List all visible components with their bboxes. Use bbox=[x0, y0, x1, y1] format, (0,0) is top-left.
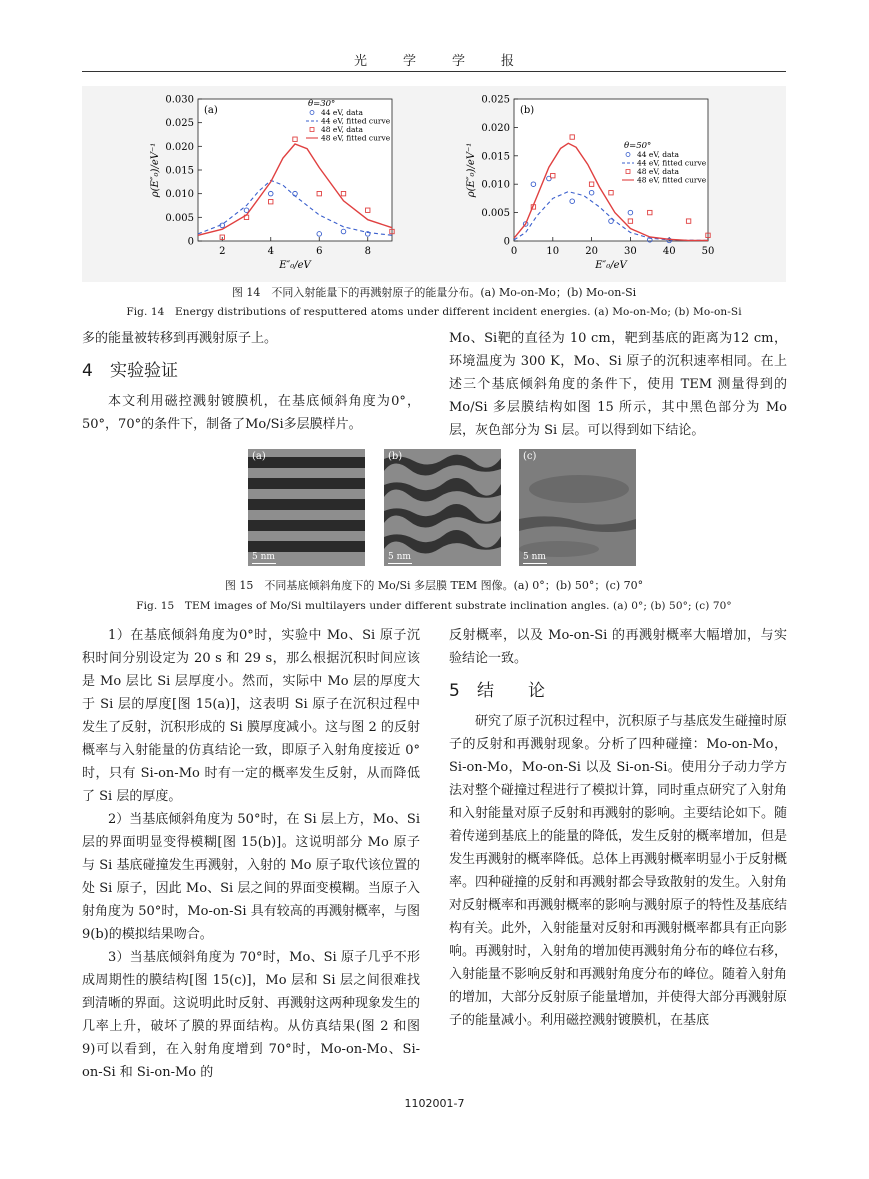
x-tick-label: 20 bbox=[585, 246, 598, 257]
fig14-caption-cn: 图 14 不同入射能量下的再溅射原子的能量分布。(a) Mo-on-Mo；(b) Mo-on-Si bbox=[231, 286, 637, 299]
paragraph: 研究了原子沉积过程中，沉积原子与基底发生碰撞时原子的反射和再溅射现象。分析了四种碰撞：Mo-on-Mo，Si-on-Mo，Mo-on-Si 以及 Si-on-Si。使用分子动力学方法对整个碰撞过程进行了模拟计算，同时重点研究了入射角和入射能量对原子反射和再溅射的影响。主要结论如下。随着传递到基底上的能量的降低，发生反射的概率增加，但是发生再溅射的概率降低。总体上再溅射概率明显小于反射概率。四种碰撞的反射和再溅射都会导致散射的发生。入射角对反射概率和再溅射概率的影响与溅射原子的特性及基底结构有关。此外，入射能量对反射和再溅射概率都具有正向影响。再溅射时，入射角的增加使再溅射角分布的峰位右移，入射能量不影响反射和再溅射角度分布的峰位。随着入射角的增加，大部分反射原子能量增加，并使得大部分再溅射原子的能量减小。利用磁控溅射镀膜机，在基底 bbox=[449, 714, 788, 1028]
paragraph: 多的能量被转移到再溅射原子上。 bbox=[82, 331, 278, 346]
y-tick-label: 0.025 bbox=[165, 118, 194, 130]
page-number: 1102001-7 bbox=[404, 1097, 465, 1110]
x-tick-label: 8 bbox=[364, 246, 371, 257]
paragraph: 2）当基底倾斜角度为 50°时，在 Si 层上方，Mo、Si 层的界面明显变得模糊[图 15(b)]。这说明部分 Mo 原子与 Si 基底碰撞发生再溅射，入射的 Mo 原子取代该位置的处 Si 原子，因此 Mo、Si 层之间的界面变模糊。当原子入射角度为 50°时，Mo-on-Si 具有较高的再溅射概率，与图 9(b)的模拟结果吻合。 bbox=[82, 812, 420, 942]
legend-entry: 44 eV, fitted curve bbox=[321, 116, 391, 126]
tem-label: (a) bbox=[252, 451, 266, 462]
tem-image-b bbox=[384, 449, 501, 566]
y-axis-label: ρ(E″₀)/eV⁻¹ bbox=[466, 142, 477, 198]
chart-panel-a bbox=[82, 86, 422, 282]
tem-label: (c) bbox=[523, 451, 537, 462]
right-column-lower bbox=[449, 624, 787, 1032]
y-tick-label: 0.015 bbox=[165, 165, 194, 177]
paragraph: 反射概率，以及 Mo-on-Si 的再溅射概率大幅增加，与实验结论一致。 bbox=[449, 628, 787, 666]
y-tick-label: 0.005 bbox=[165, 212, 194, 224]
section-number: 5 bbox=[449, 681, 460, 701]
legend-title: θ=30° bbox=[308, 99, 336, 109]
legend-entry: 48 eV, fitted curve bbox=[637, 175, 707, 185]
legend-entry: 48 eV, fitted curve bbox=[321, 133, 391, 143]
fig15-caption-cn: 图 15 不同基底倾斜角度下的 Mo/Si 多层膜 TEM 图像。(a) 0°；(b) 50°；(c) 70° bbox=[224, 579, 644, 592]
y-tick-label: 0 bbox=[503, 236, 510, 248]
journal-header: 光学学报 bbox=[82, 50, 786, 72]
tem-label: (b) bbox=[388, 451, 403, 462]
right-column-upper bbox=[449, 327, 787, 442]
section-heading bbox=[449, 678, 787, 704]
tem-layers-c bbox=[519, 449, 636, 566]
y-tick-label: 0.030 bbox=[165, 94, 194, 106]
fig15-caption-en: Fig. 15 TEM images of Mo/Si multilayers under different substrate inclination angles. (a) 0°; (b) 50°; (c) 70° bbox=[136, 600, 732, 612]
chart-panel-b bbox=[432, 86, 782, 282]
y-tick-label: 0.010 bbox=[481, 179, 510, 191]
legend-title: θ=50° bbox=[624, 141, 652, 151]
x-axis-label: E″₀/eV bbox=[595, 260, 627, 271]
legend-entry: 48 eV, data bbox=[637, 167, 679, 176]
section-heading bbox=[82, 358, 420, 384]
y-tick-label: 0.010 bbox=[165, 189, 194, 201]
x-axis-label: E″₀/eV bbox=[279, 260, 311, 271]
paragraph: 1）在基底倾斜角度为0°时，实验中 Mo、Si 原子沉积时间分别设定为 20 s 和 29 s，那么根据沉积时间应该是 Mo 层比 Si 层厚度小。然而，实际中 Mo 层的厚度大于 Si 层的厚度[图 15(a)]，这表明 Si 原子在沉积过程中发生了反射，沉积形成的 Si 膜厚度减小。这与图 2 的反射概率与入射能量的仿真结论一致，即原子入射角度接近 0°时，只有 Si-on-Mo 时有一定的概率发生反射，从而降低了 Si 层的厚度。 bbox=[82, 628, 420, 804]
tem-layers-b bbox=[384, 449, 501, 566]
legend-entry: 44 eV, data bbox=[321, 108, 363, 117]
x-tick-label: 2 bbox=[219, 246, 226, 257]
y-tick-label: 0.025 bbox=[481, 94, 510, 106]
tem-image-a bbox=[248, 449, 365, 566]
scale-bar: 5 nm bbox=[523, 552, 546, 562]
tem-image-c bbox=[519, 449, 636, 566]
legend-entry: 44 eV, fitted curve bbox=[637, 158, 707, 168]
y-tick-label: 0 bbox=[187, 236, 194, 248]
y-axis-label: ρ(E″₀)/eV⁻¹ bbox=[150, 142, 161, 198]
x-tick-label: 4 bbox=[267, 246, 274, 257]
figure-14 bbox=[82, 86, 786, 282]
scale-bar: 5 nm bbox=[388, 552, 411, 562]
left-column-lower bbox=[82, 624, 420, 1084]
section-number: 4 bbox=[82, 361, 93, 381]
scale-bar: 5 nm bbox=[252, 552, 275, 562]
section-title: 结 论 bbox=[477, 681, 545, 701]
x-tick-label: 40 bbox=[662, 246, 676, 257]
x-tick-label: 30 bbox=[624, 246, 637, 257]
legend-entry: 48 eV, data bbox=[321, 125, 363, 134]
y-tick-label: 0.020 bbox=[481, 122, 510, 134]
x-tick-label: 10 bbox=[546, 246, 560, 257]
y-tick-label: 0.020 bbox=[165, 141, 194, 153]
panel-label: (b) bbox=[520, 105, 535, 116]
section-title: 实验验证 bbox=[110, 361, 178, 381]
paragraph: Mo、Si靶的直径为 10 cm，靶到基底的距离为12 cm，环境温度为 300 K，Mo、Si 原子的沉积速率相同。在上述三个基底倾斜角度的条件下，使用 TEM 测量得到的 Mo/Si 多层膜结构如图 15 所示，其中黑色部分为 Mo 层，灰色部分为 Si 层。可以得到如下结论。 bbox=[449, 331, 787, 438]
y-tick-label: 0.015 bbox=[481, 151, 510, 163]
paragraph: 3）当基底倾斜角度为 70°时，Mo、Si 原子几乎不形成周期性的膜结构[图 15(c)]，Mo 层和 Si 层之间很难找到清晰的界面。这说明此时反射、再溅射这两种现象发生的几率上升，破坏了膜的界面结构。从仿真结果(图 2 和图 9)可以看到，在入射角度增到 70°时，Mo-on-Mo、Si-on-Si 和 Si-on-Mo 的 bbox=[82, 950, 421, 1080]
x-tick-label: 6 bbox=[316, 246, 323, 257]
y-tick-label: 0.005 bbox=[481, 208, 510, 220]
x-tick-label: 50 bbox=[701, 246, 715, 257]
panel-label: (a) bbox=[204, 105, 218, 116]
fig14-caption-en: Fig. 14 Energy distributions of resputtered atoms under different incident energies. (a) Mo-on-Mo; (b) Mo-on-Si bbox=[126, 306, 742, 318]
tem-layers-a bbox=[248, 449, 365, 566]
legend-entry: 44 eV, data bbox=[637, 150, 679, 159]
left-column-upper bbox=[82, 327, 420, 436]
x-tick-label: 0 bbox=[510, 246, 518, 257]
paragraph: 本文利用磁控溅射镀膜机，在基底倾斜角度为0°，50°，70°的条件下，制备了Mo/Si多层膜样片。 bbox=[82, 394, 420, 432]
